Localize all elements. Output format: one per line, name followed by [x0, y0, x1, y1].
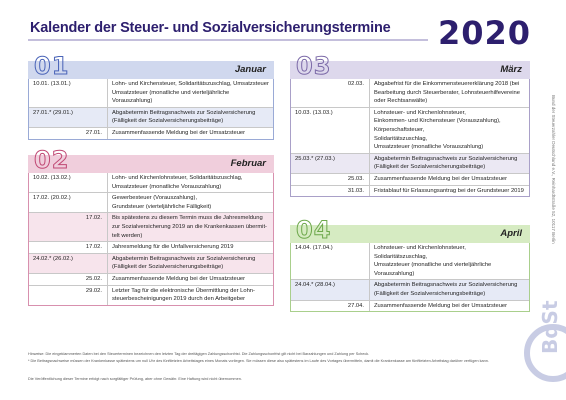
- month-number-february: 02: [34, 146, 70, 174]
- table-row: [29, 107, 273, 127]
- table-row: [291, 185, 529, 197]
- row-date: 27.04.: [347, 302, 364, 309]
- month-block-march: [290, 52, 530, 197]
- row-description: [369, 79, 529, 107]
- desc-line: (Fälligkeit der Sozialversicherungsbeiträge): [374, 164, 486, 171]
- month-block-january: [28, 52, 274, 140]
- desc-line: (Fälligkeit der Sozialversicherungsbeiträge): [374, 290, 486, 297]
- month-number-march: 03: [296, 52, 332, 80]
- row-description: [369, 243, 529, 279]
- month-header-february: [28, 146, 274, 174]
- desc-line: Lohn- und Kirchensteuer, Solidaritätszuschlag, Umsatzsteuer: [112, 81, 269, 87]
- month-table-february: [28, 173, 274, 306]
- desc-line: Zusammenfassende Meldung bei der Umsatzsteuer: [374, 175, 508, 182]
- month-name-january: Januar: [234, 64, 266, 75]
- row-date: 27.01.* (29.01.): [33, 109, 73, 116]
- desc-line: Abgabetermin Beitragsnachweis zur Sozialversicherung: [374, 155, 518, 162]
- desc-line: Solidaritätszuschlag,: [374, 253, 428, 260]
- table-row: [291, 243, 529, 279]
- table-row: [29, 241, 273, 253]
- row-description: [107, 128, 273, 139]
- row-description: [369, 174, 529, 185]
- table-row: [29, 127, 273, 139]
- table-row: [29, 253, 273, 273]
- table-row: [291, 279, 529, 299]
- year-label: 2020: [438, 14, 532, 52]
- desc-line: Abgabetermin Beitragsnachweis zur Sozialversicherung: [112, 109, 256, 116]
- row-description: [369, 154, 529, 173]
- table-row: [29, 192, 273, 212]
- row-date: 10.03. (13.03.): [295, 109, 333, 116]
- row-description: [107, 193, 273, 212]
- desc-line: Abgabefrist für die Einkommensteuererklärung 2018 (bei: [374, 81, 520, 87]
- desc-line: Körperschaftsteuer,: [374, 126, 425, 133]
- desc-line: Solidaritätszuschlag,: [374, 135, 428, 142]
- footnote-hint: Hinweise: Die eingeklammerten Daten bei den Steuerterminen bezeichnen den letzten Tag der dreitägigen Zahlungsschonfrist. Die Zahlungsschonfrist gilt nicht bei Barzahlungen und Zahlung per Scheck.: [28, 352, 370, 356]
- desc-line: (Fälligkeit der Sozialversicherungsbeiträge): [112, 264, 224, 271]
- desc-line: Grundsteuer (vierteljährliche Fälligkeit): [112, 203, 212, 210]
- table-row: [29, 173, 273, 192]
- desc-line: Zusammenfassende Meldung bei der Umsatzsteuer: [112, 275, 246, 282]
- month-header-march: [290, 52, 530, 80]
- row-description: [107, 286, 273, 305]
- table-row: [291, 107, 529, 153]
- bdst-logo: [522, 300, 566, 400]
- month-name-february: Februar: [230, 158, 266, 169]
- row-date: 29.02.: [85, 287, 102, 294]
- desc-line: (Fälligkeit der Sozialversicherungsbeiträge): [112, 118, 224, 125]
- desc-line: Vorauszahlung): [374, 270, 415, 277]
- desc-line: Lohnsteuer- und Kirchenlohnsteuer,: [374, 109, 466, 116]
- row-date: 14.04. (17.04.): [295, 245, 333, 251]
- desc-line: Umsatzsteuer (monatliche Vorauszahlung): [112, 183, 222, 190]
- row-description: [107, 173, 273, 192]
- row-description: [369, 108, 529, 153]
- table-row: [29, 273, 273, 285]
- desc-line: Bis spätestens zu diesem Termin muss die Jahresmeldung: [112, 215, 263, 222]
- row-date: 31.03.: [347, 187, 364, 194]
- month-number-april: 04: [296, 216, 332, 244]
- row-description: [107, 79, 273, 107]
- month-table-january: [28, 79, 274, 140]
- desc-line: Abgabetermin Beitragsnachweis zur Sozialversicherung: [374, 282, 518, 289]
- desc-line: Einkommen- und Kirchensteuer (Vorauszahlung),: [374, 118, 501, 125]
- row-date: 25.03.* (27.03.): [295, 155, 335, 162]
- table-row: [29, 79, 273, 107]
- month-header-january: [28, 52, 274, 80]
- desc-line: Lohn- und Kirchenlohnsteuer, Solidaritätszuschlag,: [112, 175, 243, 181]
- month-name-march: März: [500, 64, 522, 75]
- desc-line: Zusammenfassende Meldung bei der Umsatzsteuer: [112, 129, 246, 136]
- table-row: [291, 300, 529, 312]
- row-description: [369, 280, 529, 299]
- desc-line: telt werden): [112, 232, 143, 239]
- desc-line: Letzter Tag für die elektronische Übermittlung der Lohn-: [112, 287, 255, 294]
- desc-line: Jahresmeldung für die Unfallversicherung 2019: [112, 244, 234, 251]
- title-underline: [28, 39, 428, 41]
- month-table-march: [290, 79, 530, 197]
- row-date: 17.02. (20.02.): [33, 195, 71, 202]
- row-description: [107, 242, 273, 253]
- desc-line: Lohnsteuer- und Kirchenlohnsteuer,: [374, 245, 466, 251]
- row-date: 24.04.* (28.04.): [295, 282, 335, 289]
- row-date: 27.01.: [85, 129, 102, 136]
- page-title: Kalender der Steuer- und Sozialversicherungstermine: [30, 20, 391, 36]
- month-header-april: [290, 216, 530, 244]
- table-row: [29, 285, 273, 305]
- table-row: [291, 153, 529, 173]
- row-date: 25.03.: [347, 175, 364, 182]
- desc-line: Zusammenfassende Meldung bei der Umsatzsteuer: [374, 302, 508, 309]
- footnote-asterisk: * Die Beitragsnachweise müssen der Krankenkasse spätestens um null Uhr des fünftletzten Arbeitstages eines Monats vorliegen. Sie müssen diese also spätestens im Laufe des Vortages übermitteln, damit die Krankenkasse am fünftletzten Arbeitstag darüber verfügen kann.: [28, 359, 489, 363]
- desc-line: Umsatzsteuer (monatliche Vorauszahlung): [374, 144, 484, 151]
- row-description: [107, 274, 273, 285]
- desc-line: oder Rechtsanwälte): [374, 98, 428, 105]
- month-name-april: April: [500, 228, 522, 239]
- table-row: [29, 212, 273, 241]
- row-description: [369, 301, 529, 312]
- row-date: 10.02. (13.02.): [33, 175, 71, 181]
- table-row: [291, 79, 529, 107]
- row-description: [107, 254, 273, 273]
- row-date: 24.02.* (26.02.): [33, 255, 73, 262]
- month-block-april: [290, 216, 530, 312]
- row-description: [107, 213, 273, 241]
- logo-text: BdSt: [538, 300, 562, 354]
- footnote-disclaimer: Die Veröffentlichung dieser Termine erfolgt nach sorgfältiger Prüfung, aber ohne Gewähr. Eine Haftung wird nicht übernommen.: [28, 377, 242, 381]
- desc-line: Fristablauf für Erlassungsantrag bei der Grundsteuer 2019: [374, 187, 524, 194]
- row-date: 10.01. (13.01.): [33, 81, 71, 87]
- row-date: 17.02.: [85, 215, 102, 222]
- month-table-april: [290, 243, 530, 312]
- table-row: [291, 173, 529, 185]
- row-date: 25.02.: [85, 275, 102, 282]
- row-description: [107, 108, 273, 127]
- row-date: 02.03.: [347, 81, 364, 87]
- desc-line: Umsatzsteuer (monatliche und vierteljährliche: [374, 262, 492, 269]
- desc-line: Bearbeitung durch Steuerberater, Lohnsteuerhilfevereine: [374, 89, 520, 96]
- desc-line: Gewerbesteuer (Vorauszahlung),: [112, 195, 198, 202]
- side-credit-text: Bund der Steuerzahler Deutschland e.V., Reinhardtstraße 52, 10117 Berlin: [551, 95, 556, 244]
- desc-line: steuerbescheinigungen 2019 durch den Arbeitgeber: [112, 296, 246, 303]
- row-description: [369, 186, 529, 197]
- month-number-january: 01: [34, 52, 70, 80]
- month-block-february: [28, 146, 274, 306]
- desc-line: Abgabetermin Beitragsnachweis zur Sozialversicherung: [112, 255, 256, 262]
- row-date: 17.02.: [85, 244, 102, 251]
- desc-line: Umsatzsteuer (monatliche und vierteljährliche Vorauszahlung): [112, 89, 230, 105]
- desc-line: zur Sozialversicherung 2019 an die Krankenkassen übermit-: [112, 223, 267, 230]
